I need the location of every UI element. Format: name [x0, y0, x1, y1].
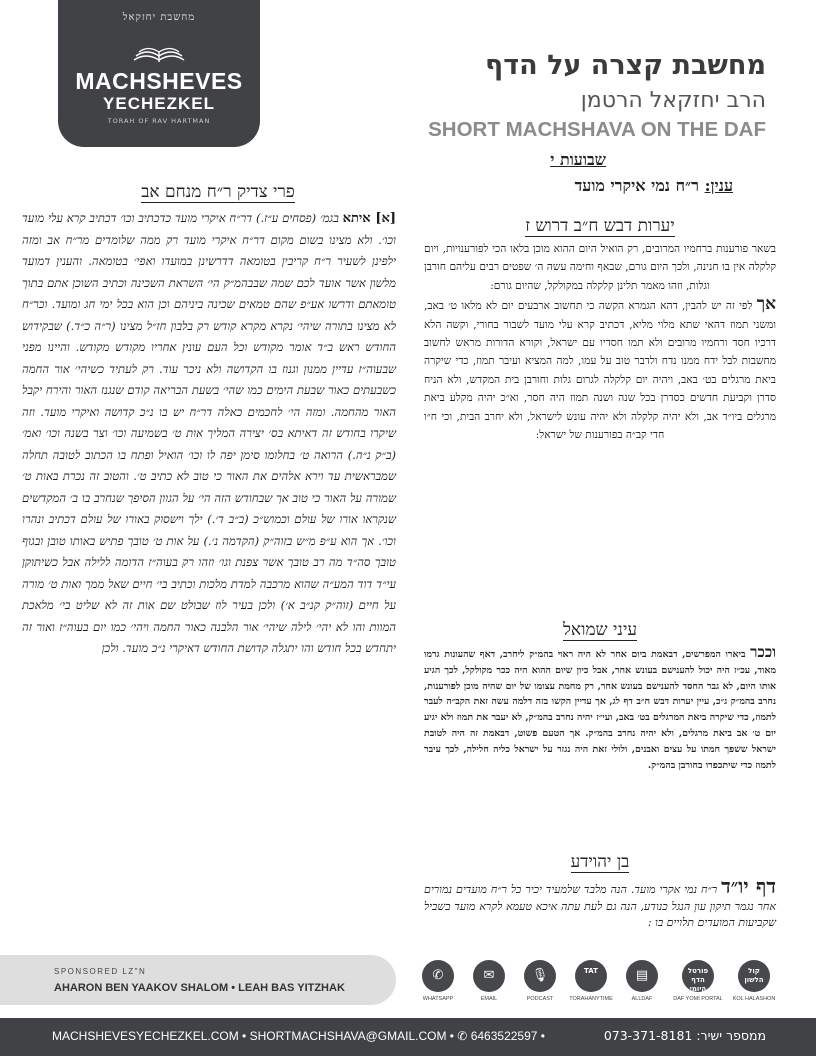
- right-section3-title: בן יהוידע: [570, 852, 630, 872]
- rav-name: הרב יחזקאל הרטמן: [580, 88, 766, 113]
- inyan-line: [575, 176, 733, 196]
- footer-bar: [0, 1018, 816, 1056]
- left-text: בגמ׳ (פסחים ע״ז.) דר״ח איקרי מועד כדכתיב וכו׳ דכתיב קרא עלי מועד וכו׳. ולא מצינו בשום מקום דר״ח איקרי מועד רק ממה שלומדים מר״ח אב ומזה ילפינן לשעיר ר״ח קריבין בטומאה דדרשינן במועדו ואפי׳ בטומאה. והענין דמועד מלשון אשר אועד לכם שמה שבבהמ״ק הי׳ השראת השכינה וכתיב השוכן אתם בתוך טומאתם ודרשו אע״פ שהם טמאים שכינה ביניהם וכן הוא בכל ימי חג ומועד. וכר״ח לא מצינו בתורה שיהי׳ נקרא מקרא קודש רק בלבון חז״ל מצינו (ר״ה כ״ד.) שבקידוש החודש ראש ב״ד אומר מקודש וכל העם עונין אחריו מקודש מקודש. והיינו מפני שבעוה״ז עדיין ממנון וגנוז בו הקדושה ולא ניכר עוד. רק לעתיד כשיהי׳ אור החמה כשבעתים כאור שבעת הימים כמו שהי׳ בשעת הבריאה קודם שנגנז האור והירח יקבל האור מהחמה. ומזה הי׳ לחכמים כאלה דר״ח יש בו נ״כ קדושה ואיקרי מועד. וזה שיקרו בחודש זה דאיתא בס׳ יצירה המליך אות ט׳ בשמיעה וכו׳ וצר בשנה וכו׳ ואמ׳ (ב״ק נ״ה.) הרואה ט׳ בחלומו סימן יפה לו וכו׳ הואיל ופתח בו הכתוב לטובה תחלה שמבראשית עד וירא אלהים את האור כי טוב לא כתיב ט׳. והטוב זה נכרת באות ט׳ שמורה על האור כי טוב אך שבחודש הזה הי׳ על הגוון הסיפך שנחרב בו ב׳ המקדשים שנקראו אורו של עולם וכמוש״כ (ב״ב ד׳.) ילך וישסוק באורו של עולם דכתיב ונהרו וכו׳. אך הוא ע״פ מ״ש בזוה״ק (הקדמה נ׳.) על אות ט׳ טובך פתיש באותו טובן ובגוף טובך סה״ד מה רב טובך אשר צפנת וגו׳ וזהו רק בעוה״ז הדומה ללילה אבל כשיתוקן עי״ד דוד המע״ה שהוא מרכבה למדת מלכות וכתיב בי׳ חיים שאל ממך ואות ט׳ מורה על חיים (זוה״ק קנ״ב א׳) ולכן בעיר לוז שבולט שם אות זה לא שליט בי׳ מלאכת המוות והו לא יהי׳ לילה שיהי׳ אור הלבנה כאור החמה ויהי׳ כמו יום בעוה״ז ואור זה יתחדש בכל חודש והו יתגלה קדושת החודש דאיקרי נ״כ מועד. ולכן: [22, 211, 396, 655]
- kolhalashon-label: KOL HALASHON: [732, 996, 776, 1002]
- whatsapp-link[interactable]: [412, 960, 464, 1002]
- logo-line2: YECHEZKEL: [103, 94, 215, 113]
- sponsor-label: SPONSORED LZ"N: [54, 967, 147, 976]
- logo: [58, 0, 260, 147]
- email-icon: ✉: [473, 960, 505, 992]
- left-opening-word: [א] איתא: [342, 211, 397, 226]
- left-section-title: פרי צדיק ר״ח מנחם אב: [141, 182, 295, 202]
- right-section2-body: [424, 645, 776, 773]
- inyan-label: ענין:: [704, 176, 733, 195]
- whatsapp-icon: ✆: [422, 960, 454, 992]
- kolhalashon-icon: קול הלשון: [738, 960, 770, 992]
- right-section1-body: [424, 240, 776, 444]
- footer-contact[interactable]: MACHSHEVESYECHEZKEL.COM • SHORTMACHSHAVA@GMAIL.COM • ✆ 6463522597 •: [52, 1029, 545, 1043]
- right-section1-title: יערות דבש ח״ב דרוש ז: [525, 216, 675, 236]
- sec3-opening-word: דף יו״ד: [721, 874, 776, 898]
- daf-title: שבועות י: [550, 150, 606, 169]
- left-section-body: [22, 208, 396, 660]
- alldaf-link[interactable]: [616, 960, 668, 1002]
- dafyomi-portal-link[interactable]: [672, 960, 724, 1002]
- dafyomi-portal-icon: פורטל הדף היומי: [682, 960, 714, 992]
- podcast-icon: 🎙: [524, 960, 556, 992]
- right-section2-title: עיני שמואל: [562, 620, 638, 640]
- torahanytime-label: TORAHANYTIME: [569, 996, 613, 1002]
- alldaf-icon: ▤: [626, 960, 658, 992]
- alldaf-label: ALLDAF: [631, 996, 653, 1002]
- whatsapp-label: WHATSAPP: [422, 996, 454, 1002]
- book-icon: [132, 42, 186, 64]
- logo-line1: MACHSHEVES: [75, 68, 243, 94]
- sec1b-opening-word: אך: [756, 294, 776, 315]
- page-title-english: SHORT MACHSHAVA ON THE DAF: [428, 118, 766, 141]
- footer-phone[interactable]: ממספר ישיר: 073-371-8181: [603, 1028, 766, 1043]
- sponsor-band: [0, 955, 396, 1005]
- dafyomi-portal-label: DAF YOMI PORTAL: [673, 996, 723, 1002]
- inyan-text: ר״ח נמי איקרי מועד: [574, 176, 699, 195]
- logo-tagline: TORAH OF RAV HARTMAN: [107, 117, 211, 125]
- logo-hebrew: מחשבת יחזקאל: [122, 12, 196, 23]
- email-label: EMAIL: [480, 996, 498, 1002]
- torahanytime-icon: TAT: [575, 960, 607, 992]
- sec1b-text: לפי זה יש להבין, דהא הגמרא הקשה כי תחשוב ארבעים יום לא מלאו ט׳ באב, ומשני תמוז דהאי שתא מלוי מליא, דכתיב קרא עלי מועד לשבור בחורי, וקשה הלא דרכיו חסד ורחמיו מרובים ולא תמו חסדיו עם ישראל, וקורא הדורות מראש לחשוב מחשבות לבל ידח ממנו נדח ולדבר טוב על עמו, למה המציא ועיבר תמוז, כדי שיקרה ביאת מרגלים בט׳ באב, ויהיה יום קלקלה לגרום גלות וחורבן בית המקדש, ולא הניח סדרן וקביעת חדשים כסדרן בכל שנה ושנה תמוז היה חסר, וא״כ יהיה מקלע ביאת מרגלים ביו״ד אב, ולא יהיה קלקלה ולא יהיה עונש לישראל, ולא יחרב הבית, וכי ח״ו חדי קב״ה בפורענות של ישראל:: [424, 300, 776, 442]
- sec2-opening-word: וככר: [750, 643, 776, 661]
- sponsor-names: AHARON BEN YAAKOV SHALOM • LEAH BAS YITZHAK: [54, 982, 345, 994]
- platform-icons: [412, 960, 782, 1008]
- sec3-text: ר״ח נמי אקרי מועד. הנה מלבד שלמעיד יכיר כל ר״ח מועדים נמורים אחר נגמר תיקון עון הנגל כנודע, הנה גם לעת עתה איכא טעמא לקרא מועד בשביל שקביעות המועדים תלויים בו :: [424, 883, 776, 929]
- torahanytime-link[interactable]: [565, 960, 617, 1002]
- sec1-text: בשאר פורענות ברחמיו המרובים, רק הואיל היום ההוא מוכן בלאו הכי לפורענויות, ויום קלקלה אין בו חנינה, ולכך היום גורם, שבאף וחימה עשה ה׳ שפטים רבים עליהם חורבן וגלות, וזהו מאמר תלינן קלקלה במקולקל, שהיום גורם:: [424, 243, 776, 292]
- podcast-link[interactable]: [514, 960, 566, 1002]
- sec2-text: ביארו המפרשים, דבאמת ביום אחר לא היה ראוי בהמ״ק ליחרב, דאף שהעונות גרמו מאוד, עכ״ז היה יכול להענישם בעונש אחר, אבל כיון שיום ההוא היה ככר מקולקל, לכך הגיע אותו היום, לא גבר החסד להענישם בעונש אחר, רק מחמת עצומו של יום שהיה מוכן לפורענות, נחרב בהמ״ק ג״כ, עיין יערות דבש ח״ב דף לג, אך עדיין הקשו בזה דלמה עשה זאת הקב״ה לעבר לתמוז, כדי שיקרה ביאת המרגלים בט׳ באב, ועי״ז יהיה נחרב בהמ״ק, לא יעבר את תמוז ולא יגיע יום ט׳ אב ביאת מרגלים, ולא יהיה נחרב בהמ״ק. אך הטעם פשוט, דבאמת זה היה לטובת ישראל ששפך חמתו על עצים ואבנים, ולולי זאת היה נגזר על ישראל כליה חלילה, לכך עיבר לתמוז כדי שיתכפרו בחורבן בהמ״ק.: [424, 649, 776, 771]
- podcast-label: PODCAST: [526, 996, 554, 1002]
- email-link[interactable]: [463, 960, 515, 1002]
- page-title-hebrew: מחשבת קצרה על הדף: [485, 50, 766, 81]
- kolhalashon-link[interactable]: [728, 960, 780, 1002]
- right-section3-body: [424, 874, 776, 932]
